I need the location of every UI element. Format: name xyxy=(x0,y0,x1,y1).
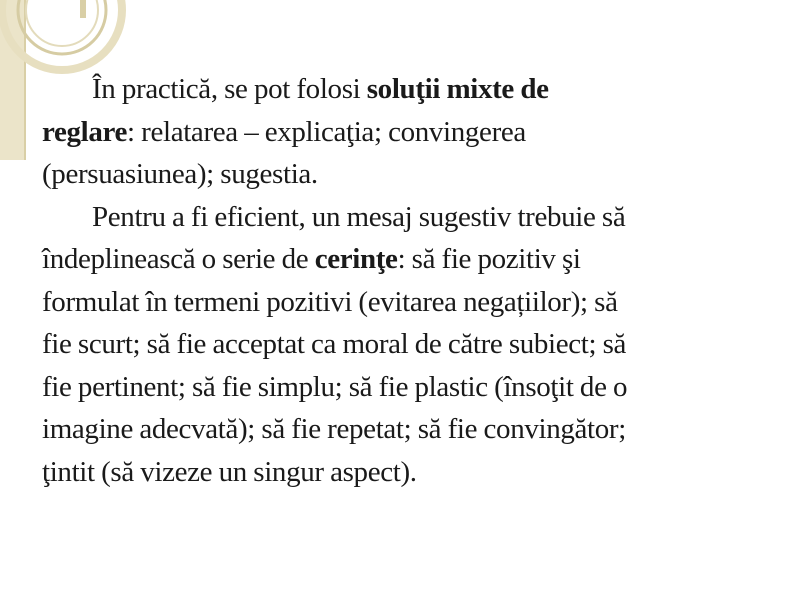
text-line: ţintit (să vizeze un singur aspect). xyxy=(42,455,417,488)
ring-thin xyxy=(26,0,98,46)
text-run: În practică, se pot folosi xyxy=(92,73,367,105)
text-line: Pentru a fi eficient, un mesaj sugestiv trebuie să xyxy=(92,200,626,233)
text-line: fie pertinent; să fie simplu; să fie plastic (însoţit de o xyxy=(42,370,628,403)
text-run: : relatarea – explicaţia; convingerea xyxy=(127,115,526,148)
bold-term: soluţii mixte de xyxy=(366,73,549,105)
paragraph-suggestive-message xyxy=(42,196,798,494)
slide-body xyxy=(42,68,798,493)
text-line: fie scurt; să fie acceptat ca moral de către subiect; să xyxy=(42,328,627,360)
paragraph-mixed-regulation xyxy=(42,68,798,196)
bold-term: cerinţe xyxy=(314,243,398,275)
text-line: (persuasiunea); sugestia. xyxy=(42,158,318,190)
bold-term: reglare xyxy=(42,115,128,148)
text-line xyxy=(42,111,798,154)
text-line xyxy=(42,68,798,111)
text-line: imagine adecvată); să fie repetat; să fie convingător; xyxy=(42,413,626,445)
text-run: îndeplinească o serie de xyxy=(42,243,315,275)
text-line xyxy=(42,238,798,281)
text-line: formulat în termeni pozitivi (evitarea negațiilor); să xyxy=(42,285,618,318)
text-run: : să fie pozitiv şi xyxy=(397,243,581,275)
